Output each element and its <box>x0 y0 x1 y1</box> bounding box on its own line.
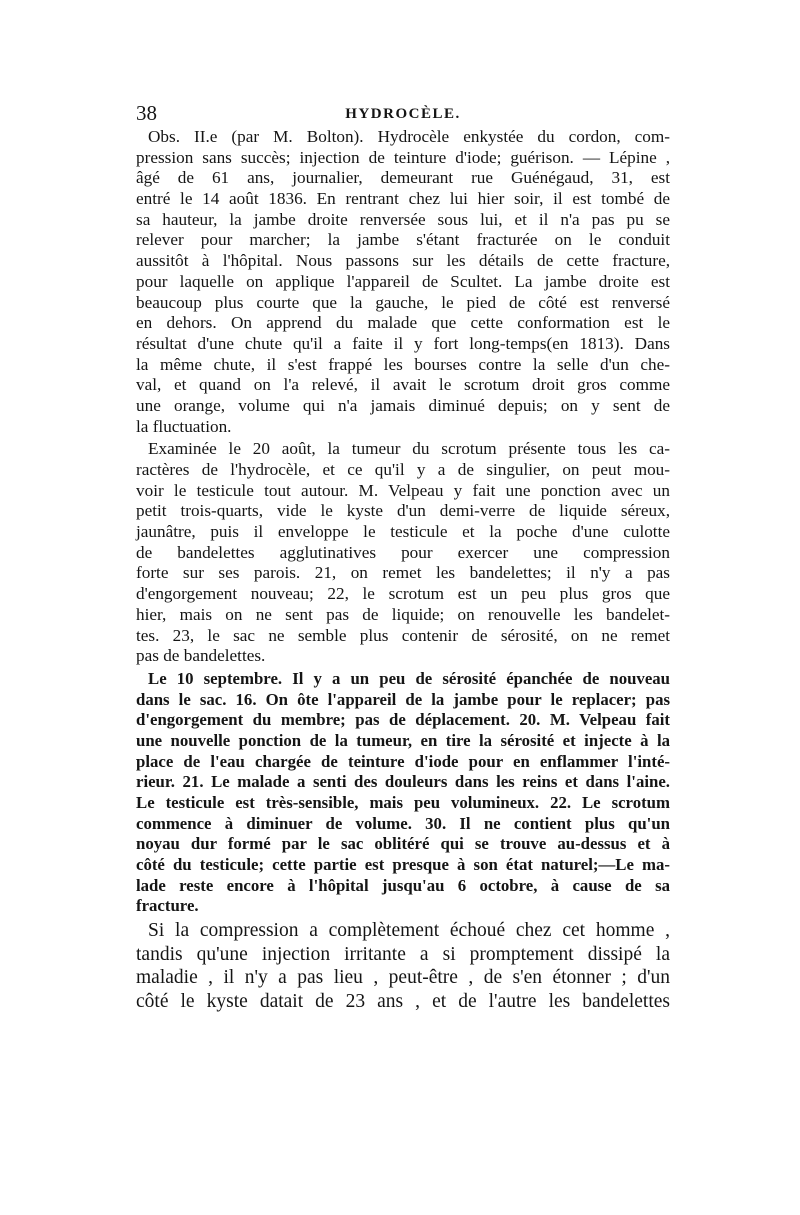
text-line: relever pour marcher; la jambe s'étant fracturée on le conduit <box>136 230 670 250</box>
text-line: ractères de l'hydrocèle, et ce qu'il y a de singulier, on peut mou- <box>136 460 670 479</box>
text-line: dans le sac. 16. On ôte l'appareil de la jambe pour le replacer; pas <box>136 689 670 709</box>
text-line: tandis qu'une injection irritante a si promptement dissipé la <box>136 943 670 965</box>
text-line: tes. 23, le sac ne semble plus contenir de sérosité, on ne remet <box>136 625 670 645</box>
running-title: HYDROCÈLE. <box>345 106 461 122</box>
text-line: en dehors. On apprend du malade que cette conformation est le <box>136 313 670 333</box>
text-line: une nouvelle ponction de la tumeur, en tire la sérosité et injecte à la <box>136 730 670 750</box>
text-line: jaunâtre, puis il enveloppe le testicule et la poche d'une culotte <box>136 522 670 542</box>
text-line: rieur. 21. Le malade a senti des douleurs dans les reins et dans l'aine. <box>136 772 670 792</box>
paragraph-observation <box>136 127 670 437</box>
text-line: Si la compression a complètement échoué chez cet homme , <box>148 920 670 942</box>
text-line: pas de bandelettes. <box>136 646 266 666</box>
text-line: Obs. II.e (par M. Bolton). Hydrocèle enkystée du cordon, com- <box>148 127 670 146</box>
text-line: pression sans succès; injection de teinture d'iode; guérison. — Lépine , <box>136 147 670 167</box>
text-line: lade reste encore à l'hôpital jusqu'au 6 octobre, à cause de sa <box>136 875 670 895</box>
text-line: côté le kyste datait de 23 ans , et de l'autre les bandelettes <box>136 990 670 1012</box>
text-line: voir le testicule tout autour. M. Velpeau y fait une ponction avec un <box>136 480 670 500</box>
text-line: entré le 14 août 1836. En rentrant chez lui hier soir, il est tombé de <box>136 189 670 209</box>
text-line: d'engorgement nouveau; 22, le scrotum est un peu plus gros que <box>136 584 670 604</box>
paragraph-examination <box>136 439 670 667</box>
text-line: âgé de 61 ans, journalier, demeurant rue Guénégaud, 31, est <box>136 168 670 188</box>
text-line: forte sur ses parois. 21, on remet les bandelettes; il n'y a pas <box>136 563 670 583</box>
text-line: la fluctuation. <box>136 416 232 436</box>
page-header <box>136 101 670 125</box>
text-line: val, et quand on l'a relevé, il avait le scrotum droit gros comme <box>136 375 670 395</box>
page-number: 38 <box>136 101 157 125</box>
text-line: la même chute, il s'est frappé les bourses contre la selle d'un che- <box>136 354 670 374</box>
text-line: une orange, volume qui n'a jamais diminué depuis; on y sent de <box>136 395 670 415</box>
text-line: petit trois-quarts, vide le kyste d'un demi-verre de liquide séreux, <box>136 501 670 521</box>
text-line: côté du testicule; cette partie est presque à son état naturel;—Le ma- <box>136 855 670 875</box>
text-line: noyau dur formé par le sac oblitéré qui se trouve au-dessus et à <box>136 834 670 854</box>
text-line: maladie , il n'y a pas lieu , peut-être , de s'en étonner ; d'un <box>136 967 670 989</box>
text-line: pour laquelle on applique l'appareil de Scultet. La jambe droite est <box>136 271 670 291</box>
text-line: résultat d'une chute qu'il a faite il y fort long-temps(en 1813). Dans <box>136 333 670 353</box>
text-line: commence à diminuer de volume. 30. Il ne contient plus qu'un <box>136 813 670 833</box>
paragraph-september <box>136 669 670 917</box>
text-line: Le 10 septembre. Il y a un peu de sérosité épanchée de nouveau <box>148 668 670 688</box>
text-line: hier, mais on ne sent pas de liquide; on renouvelle les bandelet- <box>136 604 670 624</box>
text-line: place de l'eau chargée de teinture d'iode pour en enflammer l'inté- <box>136 751 670 771</box>
text-line: fracture. <box>136 896 199 916</box>
text-line: sa hauteur, la jambe droite renversée sous lui, et il n'a pas pu se <box>136 209 670 229</box>
text-line: de bandelettes agglutinatives pour exercer une compression <box>136 542 670 562</box>
text-line: beaucoup plus courte que la gauche, le pied de côté est renversé <box>136 292 670 312</box>
text-line: d'engorgement du membre; pas de déplacement. 20. M. Velpeau fait <box>136 710 670 730</box>
text-line: aussitôt à l'hôpital. Nous passons sur les détails de cette fracture, <box>136 251 670 271</box>
text-line: Le testicule est très-sensible, mais peu volumineux. 22. Le scrotum <box>136 793 670 812</box>
paragraph-commentary <box>136 919 670 1013</box>
body-text <box>136 127 670 1014</box>
text-line: Examinée le 20 août, la tumeur du scrotum présente tous les ca- <box>148 439 670 459</box>
